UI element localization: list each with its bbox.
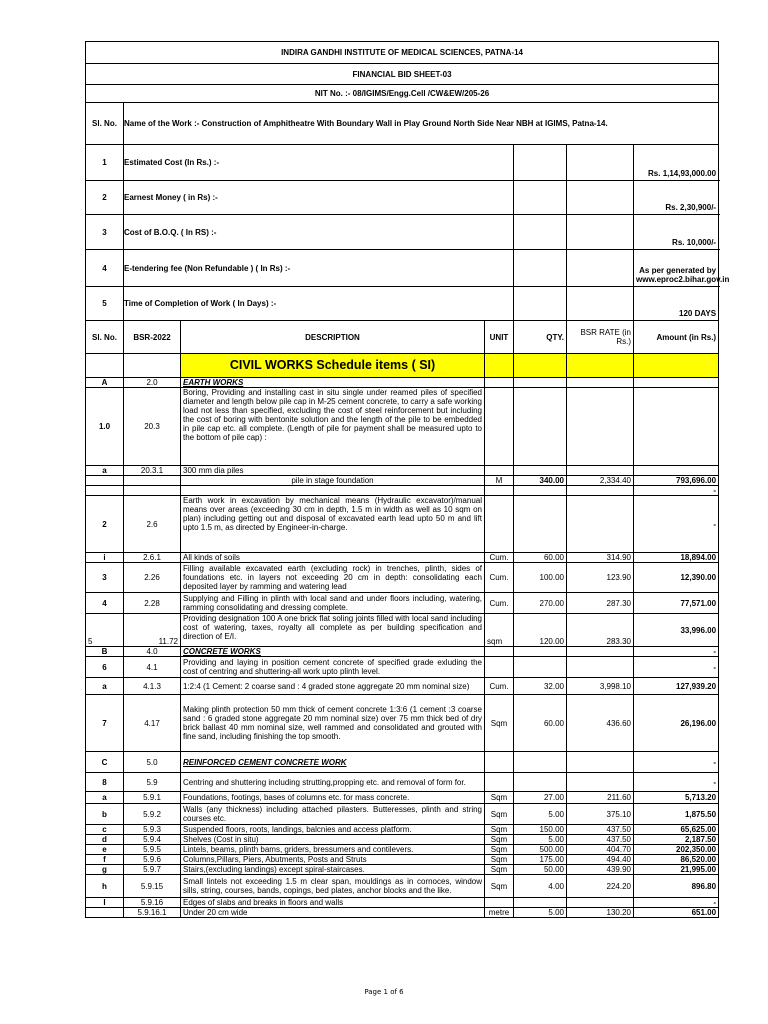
item-rate [567,773,634,792]
institute-name: INDIRA GANDHI INSTITUTE OF MEDICAL SCIENCES, PATNA-14 [86,42,719,64]
item-quantity [514,898,567,908]
item-amount: 202,350.00 [634,845,719,855]
item-bsr-code: 5.9.4 [124,835,181,845]
info-row-number: 3 [86,215,124,250]
item-bsr-code: 2.6.1 [124,553,181,563]
info-blank-cell [567,145,634,181]
item-row [86,563,719,593]
item-bsr-code: 5.9 [124,773,181,792]
item-row [86,486,719,496]
item-bsr-code: 2.26 [124,563,181,593]
item-amount: 1,875.50 [634,804,719,825]
item-rate: 283.30 [567,614,634,647]
item-sl: e [86,845,124,855]
item-unit: Sqm [485,865,514,875]
item-description: Centring and shuttering including strutting,propping etc. and removal of form for. [181,773,485,792]
item-sl: A [86,378,124,388]
info-blank-cell [514,215,567,250]
item-unit [485,496,514,553]
item-amount: 896.80 [634,875,719,898]
item-row [86,825,719,835]
item-rate [567,657,634,678]
info-row-number: 4 [86,250,124,287]
info-blank-cell [514,181,567,215]
info-row-value: As per generated by www.eproc2.bihar.gov.in [634,250,719,287]
item-sl: d [86,835,124,845]
item-unit: Sqm [485,875,514,898]
item-quantity: 150.00 [514,825,567,835]
item-sl: 3 [86,563,124,593]
item-bsr-code: 5.9.6 [124,855,181,865]
item-rate: 2,334.40 [567,476,634,486]
info-row [86,250,719,287]
col-rate-header: BSR RATE (in Rs.) [567,321,634,354]
info-blank-cell [567,287,634,321]
item-sl [86,476,124,486]
item-amount [634,388,719,466]
item-description: Providing designation 100 A one brick flat soling joints filled with local sand including cost of watering, taxes, royalty all complete as per building specification and direction of E/I. [181,614,485,647]
item-rate [567,388,634,466]
item-unit [485,773,514,792]
item-description: Foundations, footings, bases of columns etc. for mass concrete. [181,792,485,804]
highlight-cell [634,354,719,378]
item-rate: 439.90 [567,865,634,875]
item-sl: 8 [86,773,124,792]
info-row [86,145,719,181]
item-description: CONCRETE WORKS [181,647,485,657]
item-row [86,773,719,792]
info-row-number: 1 [86,145,124,181]
info-row-value: Rs. 1,14,93,000.00 [634,145,719,181]
info-row-number: 2 [86,181,124,215]
item-rate [567,647,634,657]
item-bsr-code: 4.1 [124,657,181,678]
col-qty-header: QTY. [514,321,567,354]
item-rate: 224.20 [567,875,634,898]
item-quantity: 5.00 [514,835,567,845]
item-amount: - [634,486,719,496]
item-sl: 7 [86,695,124,752]
item-bsr-code: 5.9.3 [124,825,181,835]
item-row [86,388,719,466]
item-row [86,835,719,845]
item-amount: 77,571.00 [634,593,719,614]
item-bsr-code: 20.3.1 [124,466,181,476]
item-amount: - [634,898,719,908]
item-amount [634,466,719,476]
info-blank-cell [514,145,567,181]
item-description: pile in stage foundation [181,476,485,486]
item-sl: g [86,865,124,875]
item-amount: 86,520.00 [634,855,719,865]
item-row [86,865,719,875]
info-row-value: Rs. 10,000/- [634,215,719,250]
item-row [86,908,719,918]
item-description: Under 20 cm wide [181,908,485,918]
highlight-cell [567,354,634,378]
item-unit: Cum. [485,563,514,593]
item-rate [567,898,634,908]
item-unit [485,388,514,466]
item-sl [86,908,124,918]
item-quantity [514,752,567,773]
item-quantity: 100.00 [514,563,567,593]
item-bsr-code: 11.72 [124,614,181,647]
item-bsr-code: 5.9.1 [124,792,181,804]
item-quantity [514,486,567,496]
item-bsr-code: 5.9.7 [124,865,181,875]
section-title: CIVIL WORKS Schedule items ( SI) [181,354,485,378]
item-quantity: 270.00 [514,593,567,614]
item-amount: 33,996.00 [634,614,719,647]
info-blank-cell [514,287,567,321]
item-row [86,875,719,898]
item-sl: h [86,875,124,898]
item-quantity [514,496,567,553]
item-rate: 494.40 [567,855,634,865]
item-quantity: 32.00 [514,678,567,695]
item-description: Small lintels not exceeding 1.5 m clear span, mouldings as in cornoces, window sills, string, courses, bands, copings, bed plates, anchor blocks and the like. [181,875,485,898]
item-amount: 651.00 [634,908,719,918]
item-sl: I [86,898,124,908]
item-quantity: 60.00 [514,553,567,563]
work-name: Name of the Work :- Construction of Amphitheatre With Boundary Wall in Play Ground North Side Near NBH at IGIMS, Patna-14. [124,103,719,145]
item-bsr-code: 4.17 [124,695,181,752]
item-unit: Sqm [485,845,514,855]
item-bsr-code: 2.28 [124,593,181,614]
item-unit: Cum. [485,678,514,695]
info-row-label: Earnest Money ( in Rs) :- [124,181,514,215]
highlight-cell [485,354,514,378]
item-rate [567,378,634,388]
item-rate [567,752,634,773]
item-quantity [514,773,567,792]
info-blank-cell [567,181,634,215]
item-sl: a [86,792,124,804]
item-row [86,657,719,678]
item-unit [485,752,514,773]
item-rate [567,466,634,476]
item-sl: a [86,466,124,476]
item-row [86,647,719,657]
item-quantity: 5.00 [514,804,567,825]
item-description: Walls (any thickness) including attached pilasters. Butteresses, plinth and string courses etc. [181,804,485,825]
item-amount: 18,894.00 [634,553,719,563]
item-rate: 437.50 [567,825,634,835]
col-sl-header: Sl. No. [86,321,124,354]
item-unit: Cum. [485,593,514,614]
item-sl: 4 [86,593,124,614]
item-description: Filling available excavated earth (excluding rock) in trenches, plinth, sides of foundations etc. in layers not exceeding 20 cm in depth: consolidating each deposited layer by ramming and watering lead [181,563,485,593]
item-amount: - [634,773,719,792]
item-amount: - [634,496,719,553]
item-row [86,466,719,476]
item-bsr-code: 4.1.3 [124,678,181,695]
highlight-cell [514,354,567,378]
item-sl: f [86,855,124,865]
item-description: 1:2:4 (1 Cement: 2 coarse sand : 4 graded stone aggregate 20 mm nominal size) [181,678,485,695]
item-row [86,792,719,804]
item-description: Providing and laying in position cement concrete of specified grade exluding the cost of centring and shuttering-all work upto plinth level. [181,657,485,678]
item-row [86,695,719,752]
item-sl: b [86,804,124,825]
item-quantity: 120.00 [514,614,567,647]
item-quantity: 50.00 [514,865,567,875]
item-bsr-code: 5.9.5 [124,845,181,855]
item-description: 300 mm dia piles [181,466,485,476]
item-bsr-code [124,486,181,496]
col-desc-header: DESCRIPTION [181,321,485,354]
item-amount: 65,625.00 [634,825,719,835]
item-amount: 21,995.00 [634,865,719,875]
item-row [86,378,719,388]
item-bsr-code: 5.9.16 [124,898,181,908]
item-bsr-code [124,476,181,486]
item-bsr-code: 4.0 [124,647,181,657]
item-row [86,476,719,486]
item-description: Supplying and Filling in plinth with local sand and under floors including, watering, ramming consolidating and dressing complete. [181,593,485,614]
item-description: Earth work in excavation by mechanical means (Hydraulic excavator)/manual means over areas (exceeding 30 cm in depth, 1.5 m in width as well as 10 sqm on plan) including getting out and disposal of excavated earth lead upto 50 m and lift upto 1.5 m, as directed by Engineer-in-charge. [181,496,485,553]
item-rate: 375.10 [567,804,634,825]
item-rate: 211.60 [567,792,634,804]
item-amount: 127,939.20 [634,678,719,695]
item-rate: 287.30 [567,593,634,614]
item-unit: Sqm [485,835,514,845]
info-row-number: 5 [86,287,124,321]
item-description: Boring, Providing and installing cast in situ single under reamed piles of specified diameter and length below pile cap in M-25 cement concrete, to carry a safe working load not less than specified, excluding the cost of steel reinforcement but including the cost of boring with bentonite solution and the length of the pile to be embedded in pile cap etc. all complete. (Length of pile for payment shall be measured upto to the bottom of pile cap) : [181,388,485,466]
item-unit: sqm [485,614,514,647]
item-amount: 26,196.00 [634,695,719,752]
item-quantity [514,388,567,466]
item-quantity: 175.00 [514,855,567,865]
item-description: Lintels, beams, plinth bams, griders, bressumers and contilevers. [181,845,485,855]
item-description [181,486,485,496]
item-sl: C [86,752,124,773]
item-unit [485,647,514,657]
item-quantity [514,378,567,388]
item-sl: 5 [86,614,124,647]
item-row [86,678,719,695]
item-sl: a [86,678,124,695]
item-description: Suspended floors, roots, landings, balcnies and access platform. [181,825,485,835]
info-sl-header: Sl. No. [86,103,124,145]
sheet-title: FINANCIAL BID SHEET-03 [86,64,719,85]
item-bsr-code: 20.3 [124,388,181,466]
item-amount: 793,696.00 [634,476,719,486]
item-amount: - [634,752,719,773]
item-rate: 314.90 [567,553,634,563]
item-sl: B [86,647,124,657]
item-quantity: 340.00 [514,476,567,486]
item-description: EARTH WORKS [181,378,485,388]
info-row-label: Estimated Cost (In Rs.) :- [124,145,514,181]
item-row [86,614,719,647]
item-sl: 2 [86,496,124,553]
item-rate: 123.90 [567,563,634,593]
item-unit [485,466,514,476]
item-quantity: 27.00 [514,792,567,804]
item-bsr-code: 5.9.16.1 [124,908,181,918]
item-rate [567,496,634,553]
item-description: Stairs,(excluding landings) except spiral-staircases. [181,865,485,875]
item-bsr-code: 5.9.2 [124,804,181,825]
col-unit-header: UNIT [485,321,514,354]
section-title-row [86,354,719,378]
info-row [86,215,719,250]
item-rate: 436.60 [567,695,634,752]
item-rate: 437.50 [567,835,634,845]
info-row-label: Time of Completion of Work ( In Days) :- [124,287,514,321]
item-quantity: 4.00 [514,875,567,898]
item-unit: Sqm [485,855,514,865]
financial-bid-table [85,41,730,918]
blank-cell [86,354,124,378]
item-quantity [514,647,567,657]
item-bsr-code: 5.9.15 [124,875,181,898]
item-unit: Sqm [485,804,514,825]
item-rate: 404.70 [567,845,634,855]
blank-cell [124,354,181,378]
item-row [86,752,719,773]
item-row [86,855,719,865]
item-description: Edges of slabs and breaks in floors and walls [181,898,485,908]
info-row-value: 120 DAYS [634,287,719,321]
nit-number: NIT No. :- 08/IGIMS/Engg.Cell /CW&EW/205-26 [86,85,719,103]
item-unit: Sqm [485,792,514,804]
item-description: Columns,Pillars, Piers, Abutments, Posts and Struts [181,855,485,865]
info-blank-cell [567,215,634,250]
info-row-value: Rs. 2,30,900/- [634,181,719,215]
item-unit [485,657,514,678]
item-rate: 3,998.10 [567,678,634,695]
item-row [86,496,719,553]
item-quantity [514,466,567,476]
item-quantity [514,657,567,678]
item-rate [567,486,634,496]
item-rate: 130.20 [567,908,634,918]
item-unit: Cum. [485,553,514,563]
item-amount: 2,187.50 [634,835,719,845]
col-bsr-header: BSR-2022 [124,321,181,354]
item-unit: M [485,476,514,486]
item-unit: metre [485,908,514,918]
item-bsr-code: 5.0 [124,752,181,773]
item-row [86,804,719,825]
item-row [86,553,719,563]
info-row-label: E-tendering fee (Non Refundable ) ( In Rs) :- [124,250,514,287]
page-footer: Page 1 of 6 [364,988,404,996]
item-amount: 12,390.00 [634,563,719,593]
item-sl: c [86,825,124,835]
col-amount-header: Amount (in Rs.) [634,321,719,354]
item-quantity: 60.00 [514,695,567,752]
item-amount: - [634,647,719,657]
item-unit [485,486,514,496]
item-row [86,845,719,855]
item-unit [485,898,514,908]
item-quantity: 500.00 [514,845,567,855]
info-blank-cell [514,250,567,287]
item-unit [485,378,514,388]
item-bsr-code: 2.6 [124,496,181,553]
item-amount: - [634,657,719,678]
column-header-row [86,321,719,354]
item-description: Shelves (Cost in situ) [181,835,485,845]
item-row [86,593,719,614]
item-sl: 1.0 [86,388,124,466]
info-row-label: Cost of B.O.Q. ( In RS) :- [124,215,514,250]
item-description: All kinds of soils [181,553,485,563]
item-unit: Sqm [485,825,514,835]
item-bsr-code: 2.0 [124,378,181,388]
item-amount: 5,713.20 [634,792,719,804]
item-row [86,898,719,908]
item-description: REINFORCED CEMENT CONCRETE WORK [181,752,485,773]
item-sl: 6 [86,657,124,678]
item-description: Making plinth protection 50 mm thick of cement concrete 1:3:6 (1 cement :3 coarse sand : 6 graded stone aggregate 20 mm nominal size) over 75 mm thick bed of dry brick ballast 40 mm nominal size, well rammed and consolidated and grouted with fine sand, including finishing the top smooth. [181,695,485,752]
item-quantity: 5.00 [514,908,567,918]
item-unit: Sqm [485,695,514,752]
item-amount [634,378,719,388]
info-row [86,181,719,215]
item-sl [86,486,124,496]
item-sl: i [86,553,124,563]
info-row [86,287,719,321]
info-blank-cell [567,250,634,287]
